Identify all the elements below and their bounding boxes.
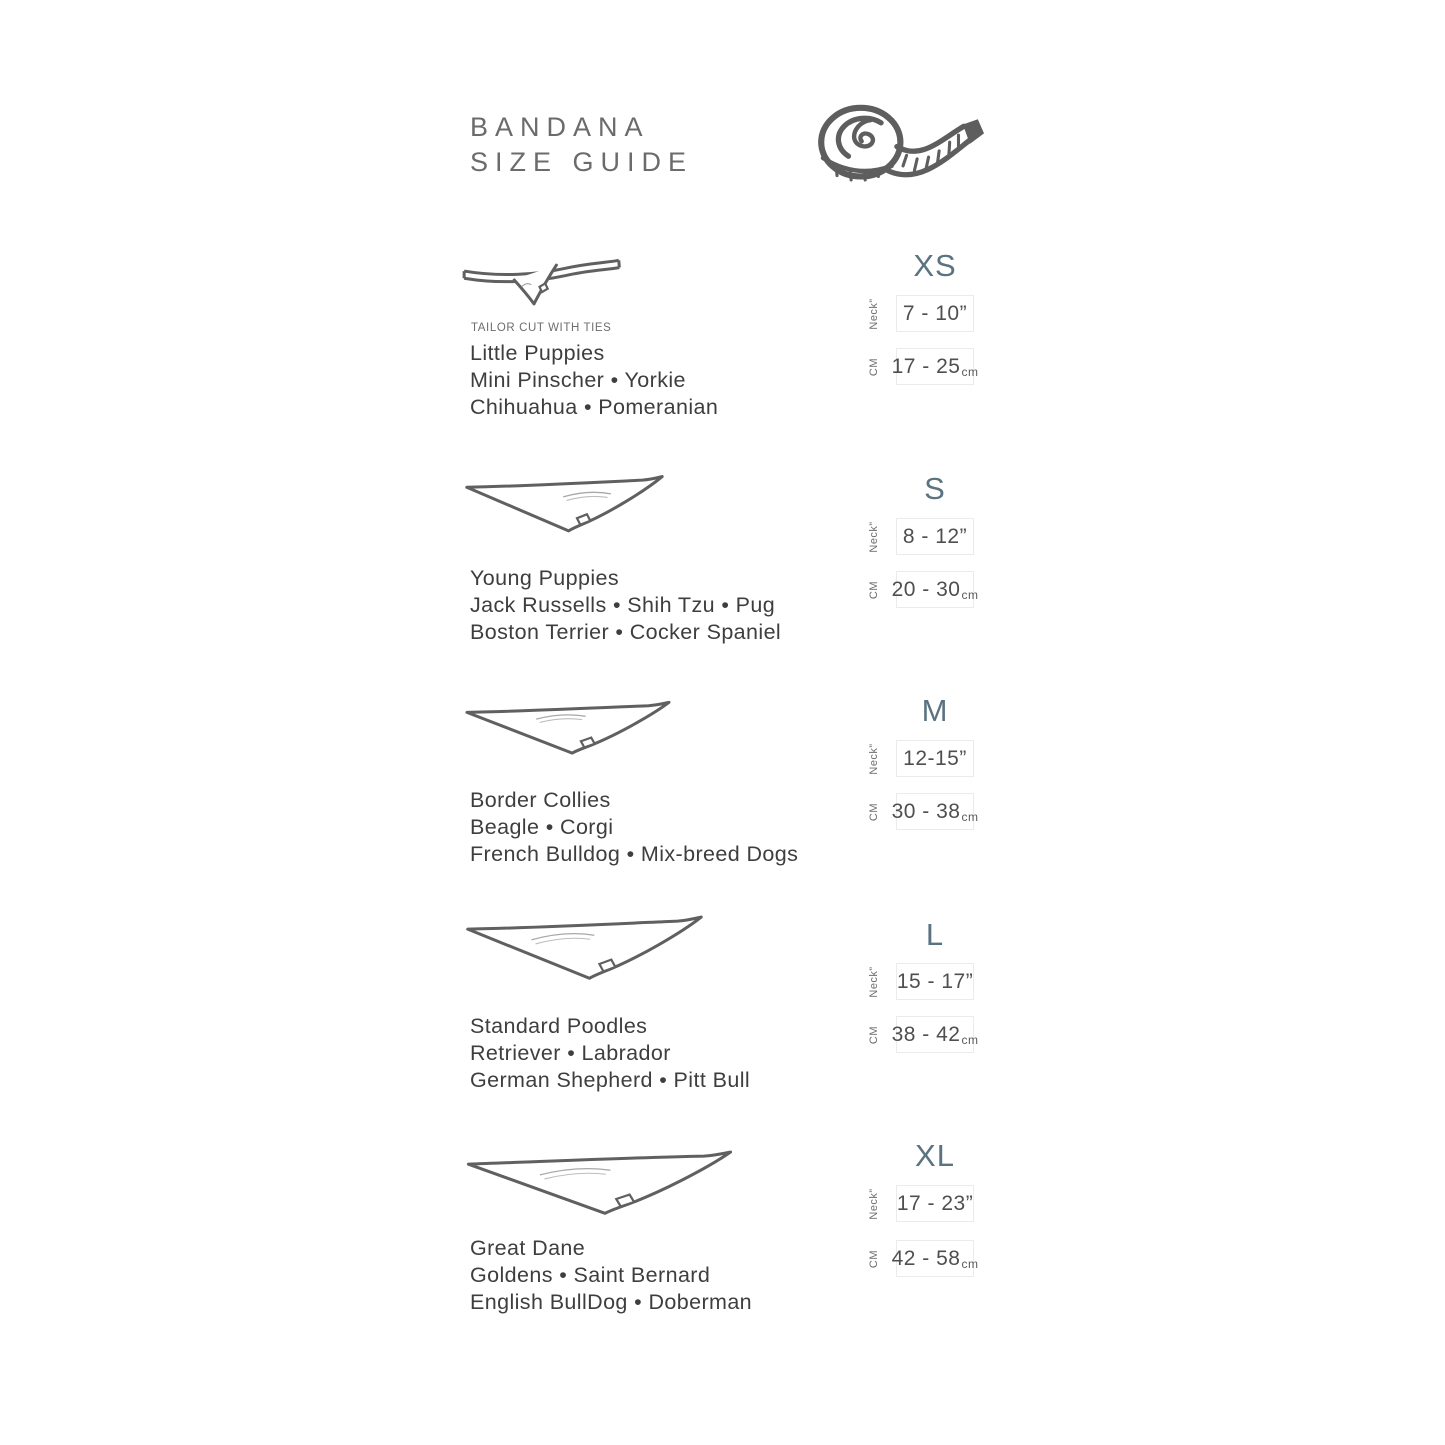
cm-range-box <box>891 348 979 385</box>
bandana-illustration-m <box>462 699 674 757</box>
breed-line: Little Puppies <box>470 341 605 365</box>
tailor-cut-note: TAILOR CUT WITH TIES <box>471 322 612 334</box>
size-code: XS <box>913 248 957 283</box>
breed-line: Retriever • Labrador <box>470 1041 671 1065</box>
neck-range-box: 15 - 17” <box>896 963 974 1000</box>
size-row-xs <box>0 240 1445 463</box>
cm-label: CM <box>868 802 880 821</box>
cm-unit: cm <box>961 365 979 379</box>
page-title-line2: SIZE GUIDE <box>470 147 694 177</box>
cm-range-box <box>891 571 979 608</box>
breed-list <box>470 340 718 421</box>
neck-label: Neck” <box>868 297 880 330</box>
page-title-line1: BANDANA <box>470 112 650 142</box>
breed-line: Young Puppies <box>470 566 620 590</box>
cm-range: 20 - 30 <box>891 577 961 601</box>
breed-line: German Shepherd • Pitt Bull <box>470 1068 751 1092</box>
cm-label: CM <box>868 1249 880 1268</box>
size-code: S <box>924 471 946 506</box>
neck-range-box: 8 - 12” <box>896 518 974 555</box>
size-row-m <box>0 685 1445 908</box>
cm-measure <box>868 793 979 830</box>
cm-range-box <box>891 1240 979 1277</box>
cm-unit: cm <box>961 1257 979 1271</box>
neck-range-box: 7 - 10” <box>896 295 974 332</box>
cm-label: CM <box>868 357 880 376</box>
cm-measure <box>868 348 979 385</box>
neck-measure <box>868 740 974 777</box>
neck-label: Neck” <box>868 742 880 775</box>
cm-measure <box>868 1240 979 1277</box>
measuring-tape-icon <box>808 96 984 198</box>
neck-measure <box>868 295 974 332</box>
bandana-illustration-xl <box>462 1148 737 1218</box>
size-code: L <box>925 917 945 952</box>
breed-line: Beagle • Corgi <box>470 815 614 839</box>
cm-measure <box>868 571 979 608</box>
cm-label: CM <box>868 580 880 599</box>
bandana-illustration-s <box>462 473 667 535</box>
cm-range: 42 - 58 <box>891 1246 961 1270</box>
neck-measure <box>868 963 974 1000</box>
breed-line: Boston Terrier • Cocker Spaniel <box>470 620 782 644</box>
breed-line: Mini Pinscher • Yorkie <box>470 368 686 392</box>
size-row-xl <box>0 1130 1445 1445</box>
breed-line: Goldens • Saint Bernard <box>470 1263 711 1287</box>
size-code: XL <box>915 1138 955 1173</box>
cm-unit: cm <box>961 588 979 602</box>
neck-range-box: 12-15” <box>896 740 974 777</box>
neck-label: Neck” <box>868 520 880 553</box>
breed-line: Border Collies <box>470 788 611 812</box>
cm-measure <box>868 1016 979 1053</box>
breed-list <box>470 1013 750 1094</box>
breed-line: Jack Russells • Shih Tzu • Pug <box>470 593 776 617</box>
size-row-s <box>0 463 1445 686</box>
neck-label: Neck” <box>868 1187 880 1220</box>
cm-range: 17 - 25 <box>891 354 961 378</box>
size-row-l <box>0 905 1445 1128</box>
neck-measure <box>868 1185 974 1222</box>
size-code: M <box>921 693 949 728</box>
neck-label: Neck” <box>868 965 880 998</box>
cm-range-box <box>891 1016 979 1053</box>
breed-line: French Bulldog • Mix-breed Dogs <box>470 842 799 866</box>
breed-list <box>470 1235 752 1316</box>
cm-label: CM <box>868 1025 880 1044</box>
breed-line: Chihuahua • Pomeranian <box>470 395 719 419</box>
cm-range: 38 - 42 <box>891 1022 961 1046</box>
page-title <box>470 110 693 180</box>
breed-line: Great Dane <box>470 1236 586 1260</box>
neck-measure <box>868 518 974 555</box>
breed-line: English BullDog • Doberman <box>470 1290 753 1314</box>
breed-list <box>470 787 798 868</box>
breed-line: Standard Poodles <box>470 1014 648 1038</box>
neck-range-box: 17 - 23” <box>896 1185 974 1222</box>
breed-list <box>470 565 781 646</box>
cm-unit: cm <box>961 810 979 824</box>
cm-unit: cm <box>961 1033 979 1047</box>
cm-range: 30 - 38 <box>891 799 961 823</box>
bandana-ties-illustration-xs <box>462 252 622 308</box>
bandana-illustration-l <box>462 913 707 983</box>
cm-range-box <box>891 793 979 830</box>
